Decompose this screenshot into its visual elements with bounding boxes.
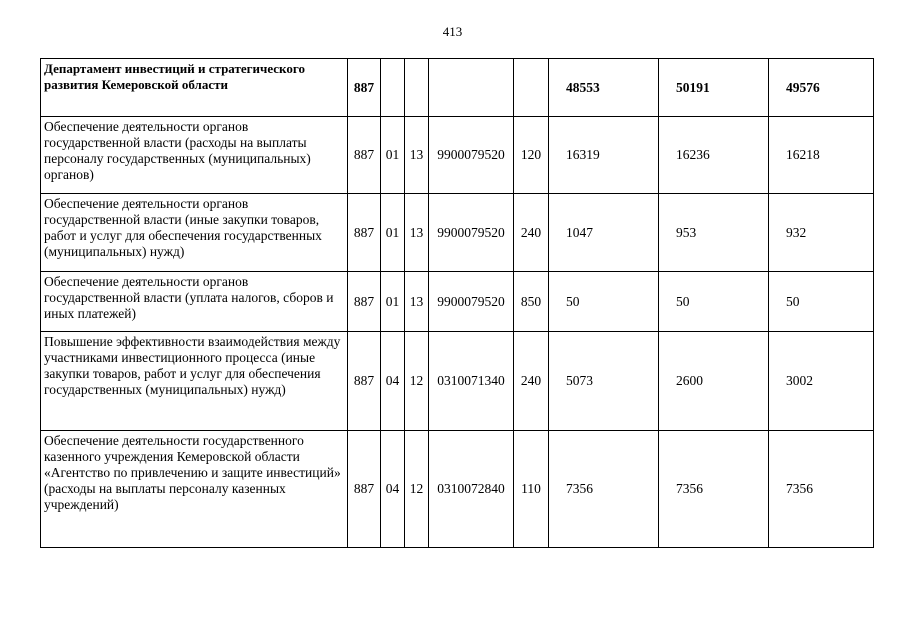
section-code: 01 — [381, 272, 405, 332]
amount-year-3: 49576 — [769, 59, 874, 117]
target-code: 0310071340 — [429, 332, 514, 431]
section-code: 04 — [381, 332, 405, 431]
amount-year-3: 16218 — [769, 117, 874, 194]
amount-year-3: 7356 — [769, 431, 874, 548]
amount-year-2: 50 — [659, 272, 769, 332]
amount-year-1: 1047 — [549, 194, 659, 272]
budget-table — [40, 58, 874, 548]
subsection-code: 12 — [405, 332, 429, 431]
ministry-code: 887 — [348, 117, 381, 194]
expense-type-code: 240 — [514, 194, 549, 272]
ministry-code: 887 — [348, 431, 381, 548]
subsection-code: 13 — [405, 272, 429, 332]
table-row — [41, 117, 874, 194]
amount-year-1: 16319 — [549, 117, 659, 194]
row-name: Обеспечение деятельности государственного казенного учреждения Кемеровской области «Агентство по привлечению и защите инвестиций» (расходы на выплаты персоналу казенных учреждений) — [41, 431, 348, 548]
amount-year-2: 16236 — [659, 117, 769, 194]
amount-year-3: 3002 — [769, 332, 874, 431]
row-name: Повышение эффективности взаимодействия между участниками инвестиционного процесса (иные закупки товаров, работ и услуг для обеспечения государственных (муниципальных) нужд) — [41, 332, 348, 431]
amount-year-1: 5073 — [549, 332, 659, 431]
target-code: 9900079520 — [429, 272, 514, 332]
page-number: 413 — [442, 24, 463, 39]
amount-year-1: 7356 — [549, 431, 659, 548]
expense-type-code: 120 — [514, 117, 549, 194]
table-row — [41, 59, 874, 117]
ministry-code: 887 — [348, 272, 381, 332]
ministry-code: 887 — [348, 194, 381, 272]
ministry-code: 887 — [348, 332, 381, 431]
expense-type-code: 850 — [514, 272, 549, 332]
amount-year-2: 7356 — [659, 431, 769, 548]
expense-type-code: 240 — [514, 332, 549, 431]
subsection-code — [405, 59, 429, 117]
target-code: 0310072840 — [429, 431, 514, 548]
target-code: 9900079520 — [429, 194, 514, 272]
amount-year-2: 953 — [659, 194, 769, 272]
section-code: 01 — [381, 117, 405, 194]
section-code — [381, 59, 405, 117]
table-row — [41, 272, 874, 332]
section-code: 04 — [381, 431, 405, 548]
target-code — [429, 59, 514, 117]
row-name: Обеспечение деятельности органов государственной власти (расходы на выплаты персоналу государственных (муниципальных) органов) — [41, 117, 348, 194]
table-row — [41, 431, 874, 548]
amount-year-2: 50191 — [659, 59, 769, 117]
amount-year-3: 50 — [769, 272, 874, 332]
amount-year-2: 2600 — [659, 332, 769, 431]
amount-year-1: 50 — [549, 272, 659, 332]
target-code: 9900079520 — [429, 117, 514, 194]
section-code: 01 — [381, 194, 405, 272]
subsection-code: 12 — [405, 431, 429, 548]
expense-type-code: 110 — [514, 431, 549, 548]
row-name: Обеспечение деятельности органов государственной власти (уплата налогов, сборов и иных платежей) — [41, 272, 348, 332]
expense-type-code — [514, 59, 549, 117]
table-row — [41, 332, 874, 431]
subsection-code: 13 — [405, 194, 429, 272]
row-name: Обеспечение деятельности органов государственной власти (иные закупки товаров, работ и услуг для обеспечения государственных (муниципальных) нужд) — [41, 194, 348, 272]
ministry-code: 887 — [348, 59, 381, 117]
table-row — [41, 194, 874, 272]
amount-year-3: 932 — [769, 194, 874, 272]
amount-year-1: 48553 — [549, 59, 659, 117]
row-name: Департамент инвестиций и стратегического развития Кемеровской области — [41, 59, 348, 117]
subsection-code: 13 — [405, 117, 429, 194]
